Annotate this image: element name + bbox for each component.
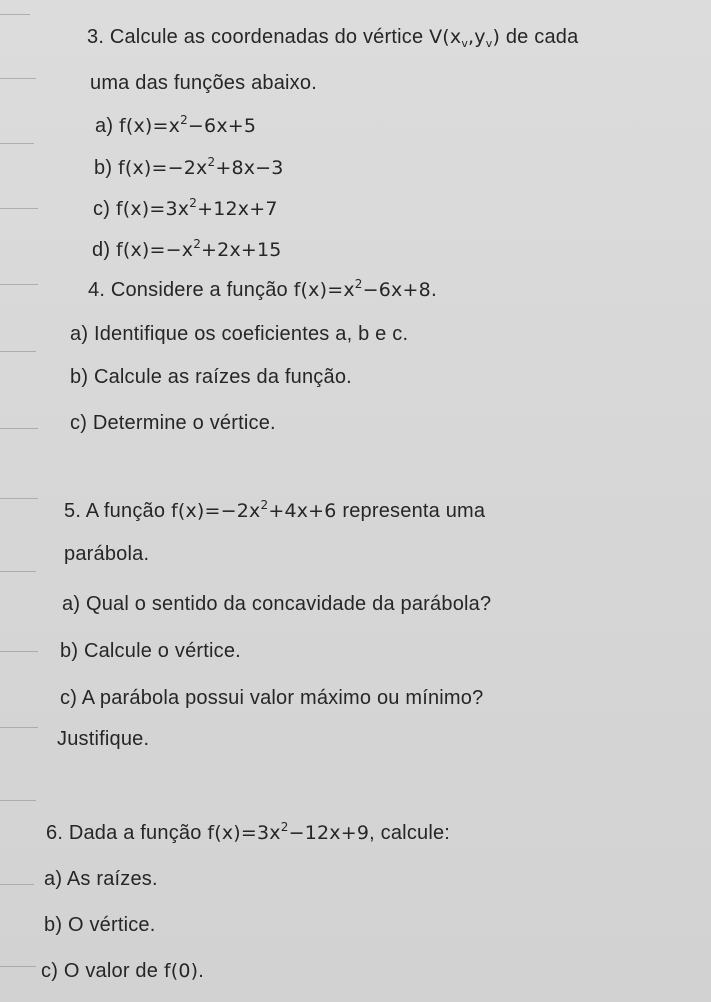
q5-intro-line-2: parábola. bbox=[64, 543, 150, 565]
q3-intro-end: de cada bbox=[505, 26, 579, 48]
notebook-margin-lines bbox=[0, 0, 46, 1002]
q3-intro-line-2: uma das funções abaixo. bbox=[90, 72, 317, 94]
q5-intro-line-1: 5. A função $f(x)=-2x^2+4x+6$ representa uma bbox=[64, 498, 486, 522]
q5-item-c-justify: Justifique. bbox=[57, 728, 150, 750]
q4-item-b: b) Calcule as raízes da função. bbox=[70, 366, 352, 388]
q4-intro: 4. Considere a função $f(x)=x^2-6x+8$. bbox=[88, 277, 438, 301]
q6-intro: 6. Dada a função $f(x)=3x^2-12x+9$, calcule: bbox=[46, 820, 451, 844]
q3-intro-line-1 bbox=[87, 26, 578, 49]
q3-item-d: d) $f(x)=-x^2+2x+15$ bbox=[92, 237, 282, 261]
q6-item-c: c) O valor de f(0). bbox=[41, 960, 205, 982]
q5-item-b: b) Calcule o vértice. bbox=[60, 640, 241, 662]
q4-item-a: a) Identifique os coeficientes a, b e c. bbox=[70, 323, 409, 345]
q3-intro-text: 3. Calcule as coordenadas do vértice bbox=[87, 26, 424, 48]
q3-item-c: c) $f(x)=3x^2+12x+7$ bbox=[93, 196, 278, 220]
q4-item-c: c) Determine o vértice. bbox=[70, 412, 276, 434]
q3-item-b: b) $f(x)=-2x^2+8x-3$ bbox=[94, 155, 284, 179]
q3-item-a: a) $f(x)=x^2-6x+5$ bbox=[95, 113, 257, 137]
q6-item-b: b) O vértice. bbox=[44, 914, 156, 936]
q5-item-a: a) Qual o sentido da concavidade da parábola? bbox=[62, 593, 492, 615]
q5-item-c: c) A parábola possui valor máximo ou mínimo? bbox=[60, 687, 484, 709]
q3-vertex-notation: $V(x_v,y_v)$ bbox=[429, 26, 501, 50]
q6-item-a: a) As raízes. bbox=[44, 868, 158, 890]
